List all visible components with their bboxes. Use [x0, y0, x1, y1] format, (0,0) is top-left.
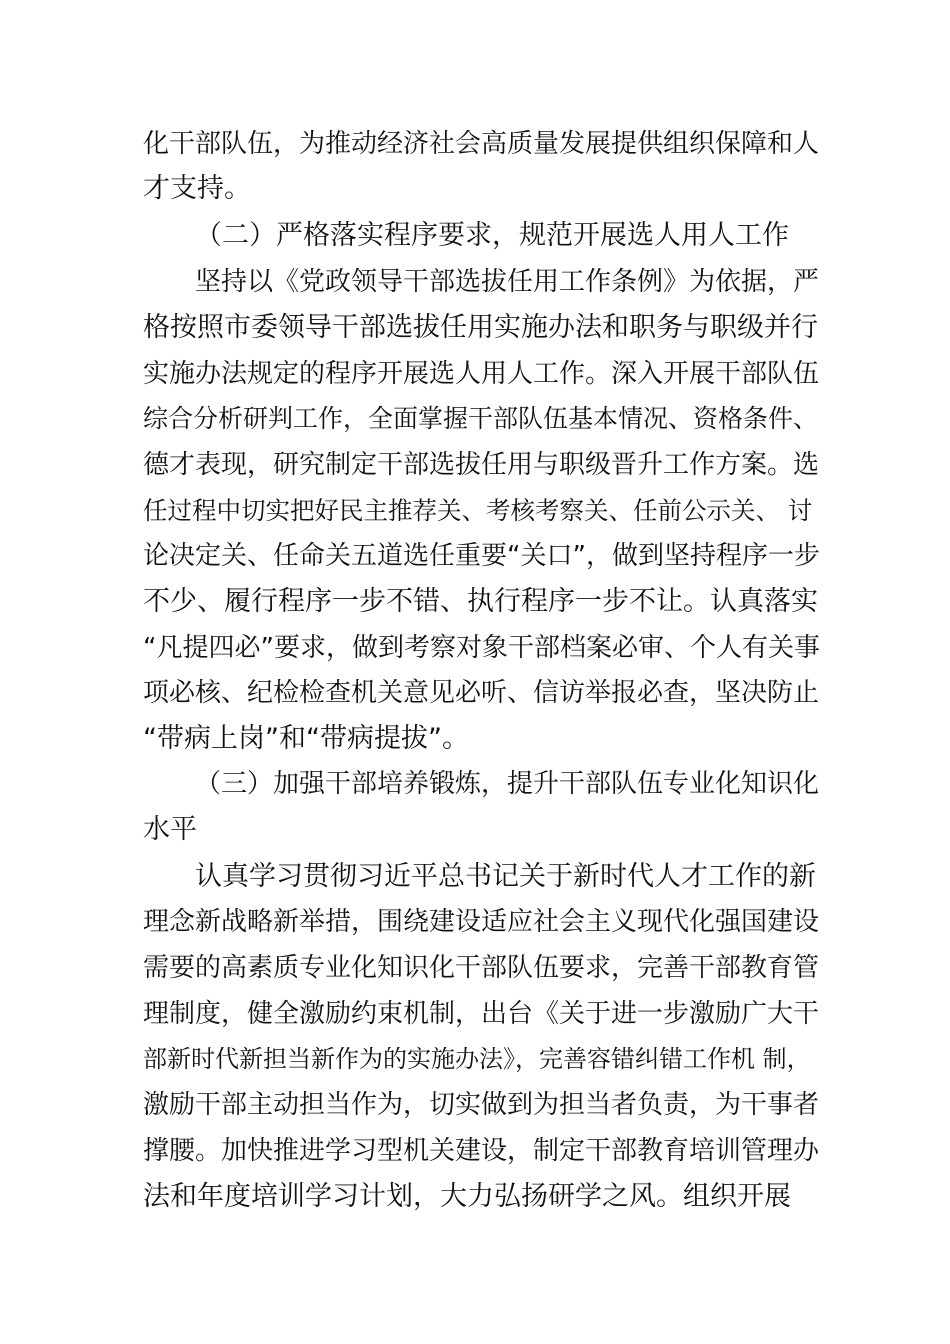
body-text-line: 理念新战略新举措，围绕建设适应社会主义现代化强国建设 — [143, 907, 820, 937]
body-text-line: 坚持以《党政领导干部选拔任用工作条例》为依据，严 — [195, 267, 820, 297]
body-text-line: 法和年度培训学习计划，大力弘扬研学之风。组织开展 — [143, 1181, 791, 1212]
section-heading: （二）严格落实程序要求，规范开展选人用人工作 — [195, 220, 789, 251]
body-text-line: 化干部队伍，为推动经济社会高质量发展提供组织保障和人 — [143, 129, 820, 159]
section-heading-continued: 水平 — [143, 814, 197, 845]
body-text-line: “带病上岗”和“带病提拔”。 — [143, 723, 469, 754]
body-text-line: 理制度，健全激励约束机制，出台《关于进一步激励广大干 — [143, 999, 820, 1029]
body-text-line: 德才表现，研究制定干部选拔任用与职级晋升工作方案。选 — [143, 450, 820, 480]
body-text-line: 认真学习贯彻习近平总书记关于新时代人才工作的新 — [195, 861, 816, 892]
body-text-line: 部新时代新担当新作为的实施办法》，完善容错纠错工作机 制， — [143, 1045, 811, 1073]
body-text-line: 格按照市委领导干部选拔任用实施办法和职务与职级并行 — [143, 312, 818, 343]
body-text-line: 任过程中切实把好民主推荐关、考核考察关、任前公示关、 讨 — [143, 496, 813, 525]
body-text-line: 撑腰。加快推进学习型机关建设，制定干部教育培训管理办 — [143, 1136, 820, 1166]
body-text-line: 不少、履行程序一步不错、执行程序一步不让。认真落实 — [143, 586, 818, 617]
body-text-line: 实施办法规定的程序开展选人用人工作。深入开展干部队伍 — [143, 359, 820, 389]
body-text-line: 论决定关、任命关五道选任重要“关口”，做到坚持程序一步 — [143, 541, 820, 571]
body-text-line: 项必核、纪检检查机关意见必听、信访举报必查，坚决防止 — [143, 678, 820, 708]
section-heading: （三）加强干部培养锻炼，提升干部队伍专业化知识化 — [195, 769, 820, 799]
body-text-line: “凡提四必”要求，做到考察对象干部档案必审、个人有关事 — [143, 633, 820, 663]
body-text-line: 才支持。 — [143, 173, 251, 204]
body-text-line: 综合分析研判工作，全面掌握干部队伍基本情况、资格条件、 — [143, 404, 819, 433]
body-text-line: 需要的高素质专业化知识化干部队伍要求，完善干部教育管 — [143, 953, 820, 983]
body-text-line: 激励干部主动担当作为，切实做到为担当者负责，为干事者 — [143, 1090, 820, 1120]
